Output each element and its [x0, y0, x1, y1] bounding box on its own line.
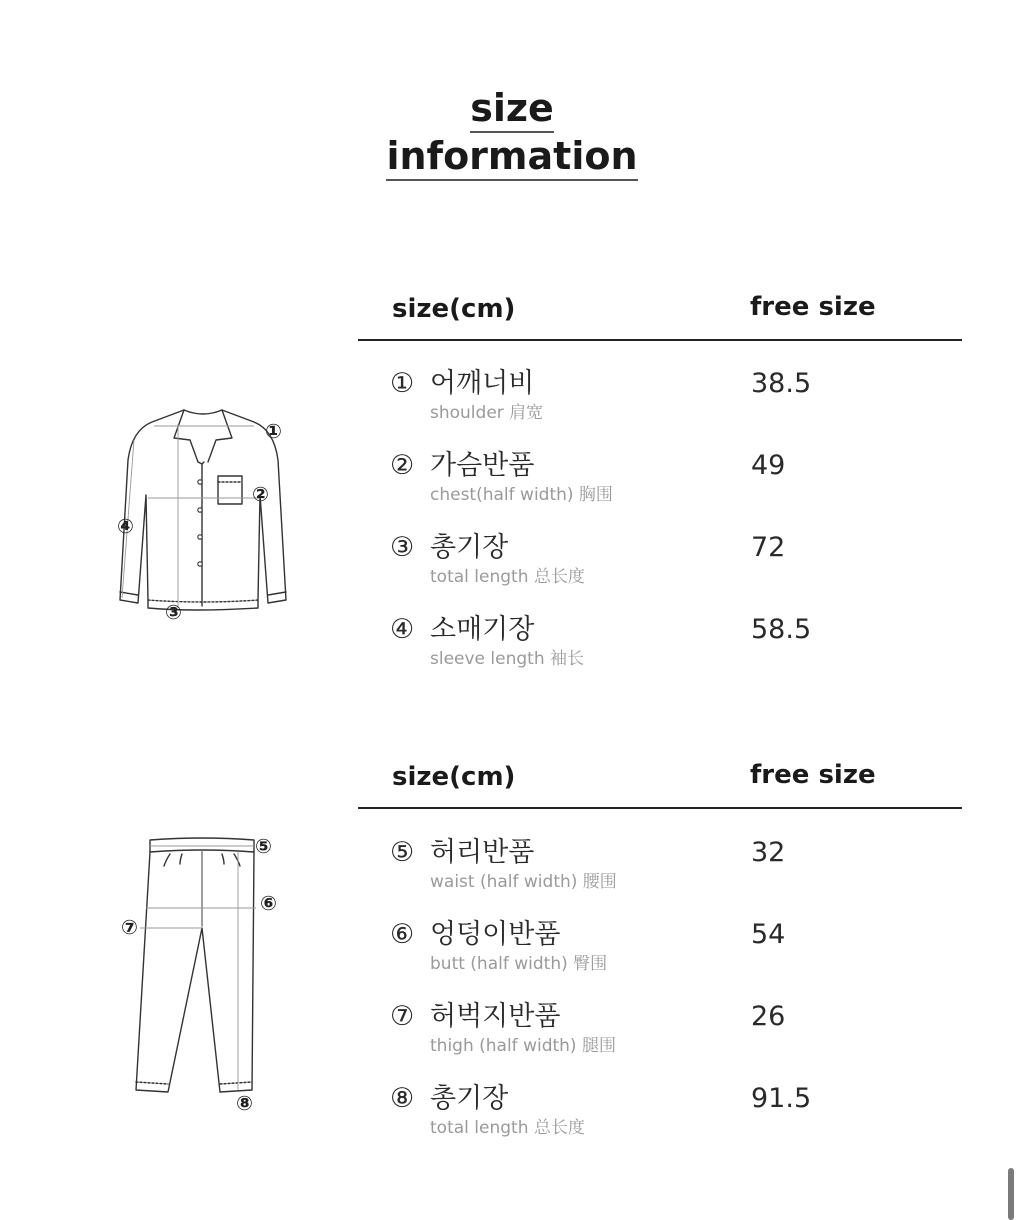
row-label-korean: 허벅지반품	[430, 1001, 561, 1032]
shirt-marker-1: ①	[265, 419, 282, 443]
row-value: 91.5	[751, 1083, 812, 1114]
row-label-sub: total length 总长度	[430, 567, 585, 587]
table-header-top	[358, 289, 962, 341]
row-number: ③	[390, 532, 415, 563]
pants-marker-5: ⑤	[255, 834, 272, 858]
row-label-korean: 허리반품	[430, 837, 535, 868]
pants-marker-8: ⑧	[236, 1091, 253, 1115]
row-label-sub: thigh (half width) 腿围	[430, 1036, 616, 1056]
row-value: 58.5	[751, 614, 812, 645]
row-label-sub: waist (half width) 腰围	[430, 872, 617, 892]
pants-diagram	[120, 830, 290, 1100]
table-row	[390, 366, 950, 436]
shirt-marker-2: ②	[252, 482, 269, 506]
row-value: 38.5	[751, 368, 812, 399]
page-title-line2: information	[0, 132, 1024, 180]
row-label-korean: 소매기장	[430, 614, 535, 645]
table-row	[390, 448, 950, 518]
row-label-sub: chest(half width) 胸围	[430, 485, 613, 505]
page-title-line1: size	[0, 84, 1024, 132]
table-row	[390, 530, 950, 600]
pants-marker-7: ⑦	[121, 915, 138, 939]
row-number: ②	[390, 450, 415, 481]
shirt-marker-4: ④	[117, 514, 134, 538]
header-free-size-label: free size	[750, 760, 876, 790]
row-number: ⑥	[390, 919, 415, 950]
table-row	[390, 999, 950, 1069]
header-size-label: size(cm)	[392, 294, 516, 324]
row-value: 49	[751, 450, 786, 481]
row-label-sub: butt (half width) 臀围	[430, 954, 608, 974]
pants-marker-6: ⑥	[260, 891, 277, 915]
row-label-sub: sleeve length 袖长	[430, 649, 585, 669]
table-row	[390, 612, 950, 682]
table-header-bottom	[358, 757, 962, 809]
scrollbar-thumb[interactable]	[1008, 1168, 1014, 1220]
table-row	[390, 917, 950, 987]
row-label-korean: 총기장	[430, 1083, 509, 1114]
row-number: ⑤	[390, 837, 415, 868]
header-free-size-label: free size	[750, 292, 876, 322]
shirt-marker-3: ③	[165, 600, 182, 624]
row-label-korean: 가슴반품	[430, 450, 535, 481]
table-row	[390, 1081, 950, 1151]
row-value: 72	[751, 532, 786, 563]
row-label-korean: 엉덩이반품	[430, 919, 561, 950]
row-value: 54	[751, 919, 786, 950]
row-number: ⑧	[390, 1083, 415, 1114]
row-value: 26	[751, 1001, 786, 1032]
row-label-korean: 총기장	[430, 532, 509, 563]
row-number: ④	[390, 614, 415, 645]
row-number: ⑦	[390, 1001, 415, 1032]
row-label-sub: shoulder 肩宽	[430, 403, 544, 423]
row-label-sub: total length 总长度	[430, 1118, 585, 1138]
header-size-label: size(cm)	[392, 762, 516, 792]
table-row	[390, 835, 950, 905]
row-value: 32	[751, 837, 786, 868]
row-label-korean: 어깨너비	[430, 368, 535, 399]
row-number: ①	[390, 368, 415, 399]
